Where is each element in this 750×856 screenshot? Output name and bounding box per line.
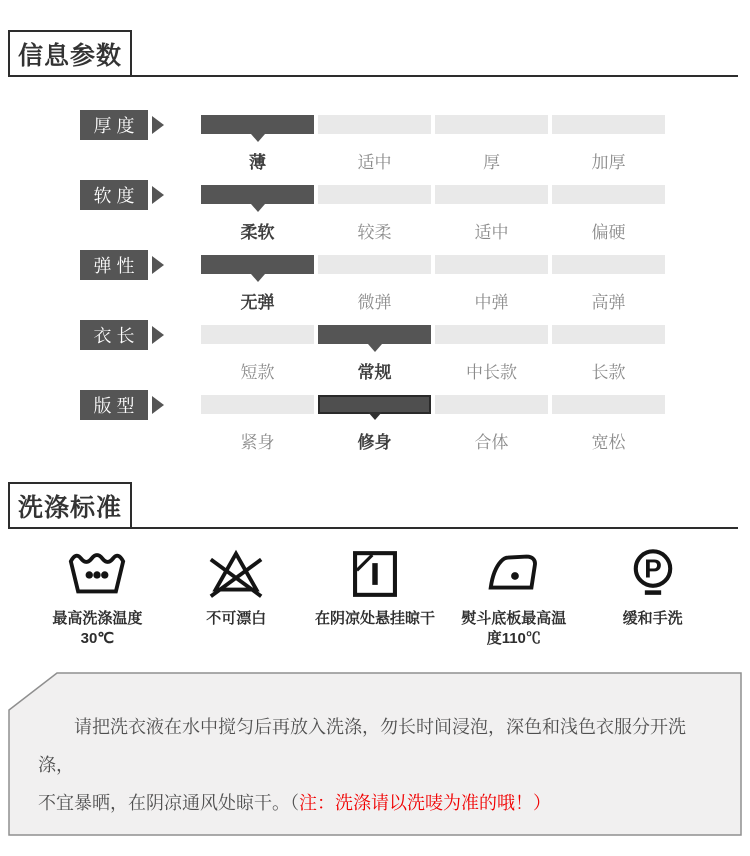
care-symbols-row	[0, 541, 750, 650]
care-caption-line: 缓和手洗	[622, 610, 683, 627]
param-rows	[0, 110, 750, 452]
arrow-right-icon	[152, 186, 164, 204]
scale-option-label: 合体	[474, 433, 509, 452]
washing-note-text	[8, 672, 742, 822]
note-main-line2: 不宜暴晒，在阴凉通风处晾干。（	[38, 792, 299, 813]
washing-standard-header	[8, 482, 738, 529]
note-main-line1: 请把洗衣液在水中搅匀后再放入洗涤，勿长时间浸泡，深色和浅色衣服分开洗涤，	[38, 716, 686, 775]
care-caption-line: 在阴凉处悬挂晾干	[314, 610, 435, 627]
param-scale	[201, 185, 665, 243]
washing-note-box	[8, 672, 742, 836]
care-item-hand-wash	[583, 541, 722, 650]
iron-low-temp-icon	[444, 541, 583, 607]
info-params-section	[0, 30, 750, 452]
scale-option-label: 微弹	[357, 293, 392, 312]
arrow-right-icon	[152, 396, 164, 414]
care-item-wash-temp	[28, 541, 167, 650]
wash-basin-30-icon	[28, 541, 167, 607]
product-detail-page	[0, 30, 750, 856]
scale-segment	[318, 255, 431, 274]
scale-segment	[201, 325, 314, 344]
param-label-thickness: 厚度	[80, 110, 148, 140]
param-row-thickness	[80, 110, 750, 172]
param-row-length	[80, 320, 750, 382]
note-red-text: 注：洗涤请以洗唛为准的哦！）	[299, 792, 551, 813]
arrow-right-icon	[152, 256, 164, 274]
scale-segment	[201, 185, 314, 204]
scale-option-label: 适中	[474, 223, 509, 242]
param-label-softness: 软度	[80, 180, 148, 210]
scale-option-label: 中弹	[474, 293, 509, 312]
scale-segment	[435, 115, 548, 134]
scale-segment	[552, 115, 665, 134]
scale-option-label: 中长款	[466, 363, 517, 382]
scale-segment	[318, 115, 431, 134]
param-row-elasticity	[80, 250, 750, 312]
scale-segment	[435, 395, 548, 414]
scale-segment	[552, 325, 665, 344]
shade-hang-dry-icon	[306, 541, 445, 607]
care-caption-line: 度110℃	[486, 630, 541, 648]
scale-option-label: 宽松	[591, 433, 626, 452]
info-params-title: 信息参数	[8, 30, 132, 75]
param-scale	[201, 325, 665, 383]
care-caption-line: 最高洗涤温度	[52, 610, 143, 627]
care-caption-line: 不可漂白	[206, 610, 267, 627]
svg-text:P: P	[643, 553, 662, 584]
param-scale	[201, 395, 665, 453]
info-params-header	[8, 30, 738, 77]
gentle-hand-wash-icon	[583, 541, 722, 607]
scale-option-label: 短款	[240, 363, 275, 382]
arrow-right-icon	[152, 116, 164, 134]
no-bleach-icon	[167, 541, 306, 607]
param-row-softness	[80, 180, 750, 242]
scale-segment	[435, 255, 548, 274]
washing-standard-title: 洗涤标准	[8, 482, 132, 527]
care-item-no-bleach	[167, 541, 306, 650]
param-label-length: 衣长	[80, 320, 148, 350]
param-scale	[201, 255, 665, 313]
scale-segment	[318, 325, 431, 344]
scale-segment	[318, 395, 431, 414]
param-label-fit: 版型	[80, 390, 148, 420]
scale-segment	[435, 185, 548, 204]
scale-option-label: 加厚	[591, 153, 626, 172]
care-caption-line: 30℃	[80, 630, 115, 648]
scale-segment	[552, 395, 665, 414]
scale-segment	[552, 185, 665, 204]
scale-segment	[435, 325, 548, 344]
scale-option-label: 薄	[249, 153, 266, 172]
scale-segment	[201, 255, 314, 274]
scale-option-label: 修身	[357, 433, 392, 452]
care-caption-line: 熨斗底板最高温	[461, 610, 567, 627]
scale-option-label: 常规	[357, 363, 392, 382]
scale-option-label: 无弹	[240, 293, 275, 312]
scale-option-label: 适中	[357, 153, 392, 172]
scale-option-label: 长款	[591, 363, 626, 382]
scale-option-label: 较柔	[357, 223, 392, 242]
scale-option-label: 紧身	[240, 433, 275, 452]
care-item-shade-dry	[306, 541, 445, 650]
scale-option-label: 高弹	[591, 293, 626, 312]
param-label-elasticity: 弹性	[80, 250, 148, 280]
scale-segment	[552, 255, 665, 274]
arrow-right-icon	[152, 326, 164, 344]
scale-option-label: 厚	[483, 153, 500, 172]
scale-option-label: 偏硬	[591, 223, 626, 242]
care-item-iron-temp	[444, 541, 583, 650]
param-scale	[201, 115, 665, 173]
param-row-fit	[80, 390, 750, 452]
scale-segment	[201, 395, 314, 414]
scale-segment	[318, 185, 431, 204]
scale-option-label: 柔软	[240, 223, 275, 242]
washing-standard-section	[0, 482, 750, 836]
scale-segment	[201, 115, 314, 134]
